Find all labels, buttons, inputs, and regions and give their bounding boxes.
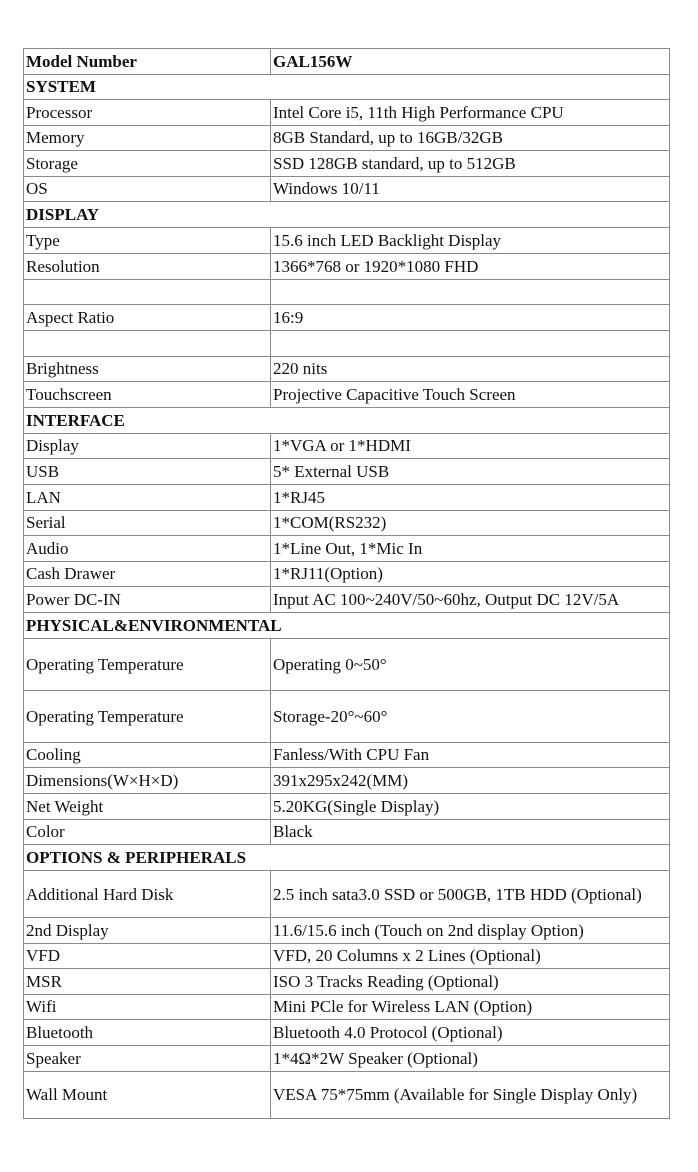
section-display <box>24 202 670 228</box>
row-label: Processor <box>24 100 271 126</box>
row-value: 1*VGA or 1*HDMI <box>271 433 670 459</box>
row-label: Speaker <box>24 1046 271 1072</box>
model-number-row <box>24 49 670 75</box>
row-label: Display <box>24 433 271 459</box>
row-value: Windows 10/11 <box>271 176 670 202</box>
empty-row <box>24 279 670 305</box>
table-row <box>24 100 670 126</box>
table-row <box>24 587 670 613</box>
row-label: Brightness <box>24 356 271 382</box>
row-value: Input AC 100~240V/50~60hz, Output DC 12V/5A <box>271 587 670 613</box>
row-value: 1*COM(RS232) <box>271 510 670 536</box>
row-value: 11.6/15.6 inch (Touch on 2nd display Option) <box>271 918 670 944</box>
row-value: 1*RJ45 <box>271 484 670 510</box>
row-label: MSR <box>24 969 271 995</box>
row-label: Storage <box>24 151 271 177</box>
row-value: Fanless/With CPU Fan <box>271 742 670 768</box>
row-value: SSD 128GB standard, up to 512GB <box>271 151 670 177</box>
section-title: OPTIONS & PERIPHERALS <box>24 845 670 871</box>
table-row <box>24 305 670 331</box>
table-row <box>24 176 670 202</box>
row-value: Intel Core i5, 11th High Performance CPU <box>271 100 670 126</box>
row-value: 5.20KG(Single Display) <box>271 794 670 820</box>
row-label: LAN <box>24 484 271 510</box>
row-value: 5* External USB <box>271 459 670 485</box>
row-label: Dimensions(W×H×D) <box>24 768 271 794</box>
table-row <box>24 228 670 254</box>
table-row <box>24 638 670 690</box>
table-row <box>24 484 670 510</box>
section-title: DISPLAY <box>24 202 670 228</box>
section-physical <box>24 613 670 639</box>
row-label: Serial <box>24 510 271 536</box>
row-value: VFD, 20 Columns x 2 Lines (Optional) <box>271 943 670 969</box>
table-row <box>24 1020 670 1046</box>
empty-cell <box>271 331 670 357</box>
row-value: Storage-20°~60° <box>271 690 670 742</box>
row-value: 1*4Ω*2W Speaker (Optional) <box>271 1046 670 1072</box>
row-label: USB <box>24 459 271 485</box>
table-row <box>24 510 670 536</box>
table-row <box>24 1071 670 1118</box>
row-label: Cash Drawer <box>24 561 271 587</box>
table-row <box>24 871 670 918</box>
section-title: SYSTEM <box>24 74 670 100</box>
section-title: PHYSICAL&ENVIRONMENTAL <box>24 613 670 639</box>
table-row <box>24 561 670 587</box>
row-value: 1*Line Out, 1*Mic In <box>271 536 670 562</box>
row-label: Bluetooth <box>24 1020 271 1046</box>
row-label: Resolution <box>24 254 271 280</box>
row-value: Mini PCle for Wireless LAN (Option) <box>271 994 670 1020</box>
row-label: Touchscreen <box>24 382 271 408</box>
row-value: 15.6 inch LED Backlight Display <box>271 228 670 254</box>
table-row <box>24 536 670 562</box>
row-value: Operating 0~50° <box>271 638 670 690</box>
empty-cell <box>271 279 670 305</box>
row-label: Power DC-IN <box>24 587 271 613</box>
row-label: Net Weight <box>24 794 271 820</box>
table-row <box>24 969 670 995</box>
row-value: Black <box>271 819 670 845</box>
row-value: Bluetooth 4.0 Protocol (Optional) <box>271 1020 670 1046</box>
table-row <box>24 768 670 794</box>
table-row <box>24 943 670 969</box>
table-row <box>24 918 670 944</box>
row-label: 2nd Display <box>24 918 271 944</box>
row-value: 16:9 <box>271 305 670 331</box>
table-row <box>24 1046 670 1072</box>
row-label: Aspect Ratio <box>24 305 271 331</box>
row-value: VESA 75*75mm (Available for Single Display Only) <box>271 1071 670 1118</box>
section-options <box>24 845 670 871</box>
row-label: Type <box>24 228 271 254</box>
row-label: Color <box>24 819 271 845</box>
model-number-value: GAL156W <box>271 49 670 75</box>
row-value: 391x295x242(MM) <box>271 768 670 794</box>
row-label: Operating Temperature <box>24 638 271 690</box>
row-label: Additional Hard Disk <box>24 871 271 918</box>
table-row <box>24 994 670 1020</box>
table-row <box>24 433 670 459</box>
row-value: 2.5 inch sata3.0 SSD or 500GB, 1TB HDD (Optional) <box>271 871 670 918</box>
table-row <box>24 794 670 820</box>
section-system <box>24 74 670 100</box>
row-label: Audio <box>24 536 271 562</box>
section-interface <box>24 407 670 433</box>
table-row <box>24 356 670 382</box>
model-number-label: Model Number <box>24 49 271 75</box>
empty-row <box>24 331 670 357</box>
table-row <box>24 459 670 485</box>
row-value: 1*RJ11(Option) <box>271 561 670 587</box>
empty-cell <box>24 331 271 357</box>
table-row <box>24 690 670 742</box>
row-value: Projective Capacitive Touch Screen <box>271 382 670 408</box>
empty-cell <box>24 279 271 305</box>
row-value: 8GB Standard, up to 16GB/32GB <box>271 125 670 151</box>
table-row <box>24 125 670 151</box>
row-label: Wifi <box>24 994 271 1020</box>
row-value: ISO 3 Tracks Reading (Optional) <box>271 969 670 995</box>
table-row <box>24 742 670 768</box>
table-row <box>24 151 670 177</box>
row-label: OS <box>24 176 271 202</box>
row-label: Memory <box>24 125 271 151</box>
row-label: Cooling <box>24 742 271 768</box>
row-label: Wall Mount <box>24 1071 271 1118</box>
table-row <box>24 254 670 280</box>
section-title: INTERFACE <box>24 407 670 433</box>
row-value: 1366*768 or 1920*1080 FHD <box>271 254 670 280</box>
row-label: VFD <box>24 943 271 969</box>
row-value: 220 nits <box>271 356 670 382</box>
spec-table <box>23 48 670 1119</box>
table-row <box>24 819 670 845</box>
row-label: Operating Temperature <box>24 690 271 742</box>
table-row <box>24 382 670 408</box>
